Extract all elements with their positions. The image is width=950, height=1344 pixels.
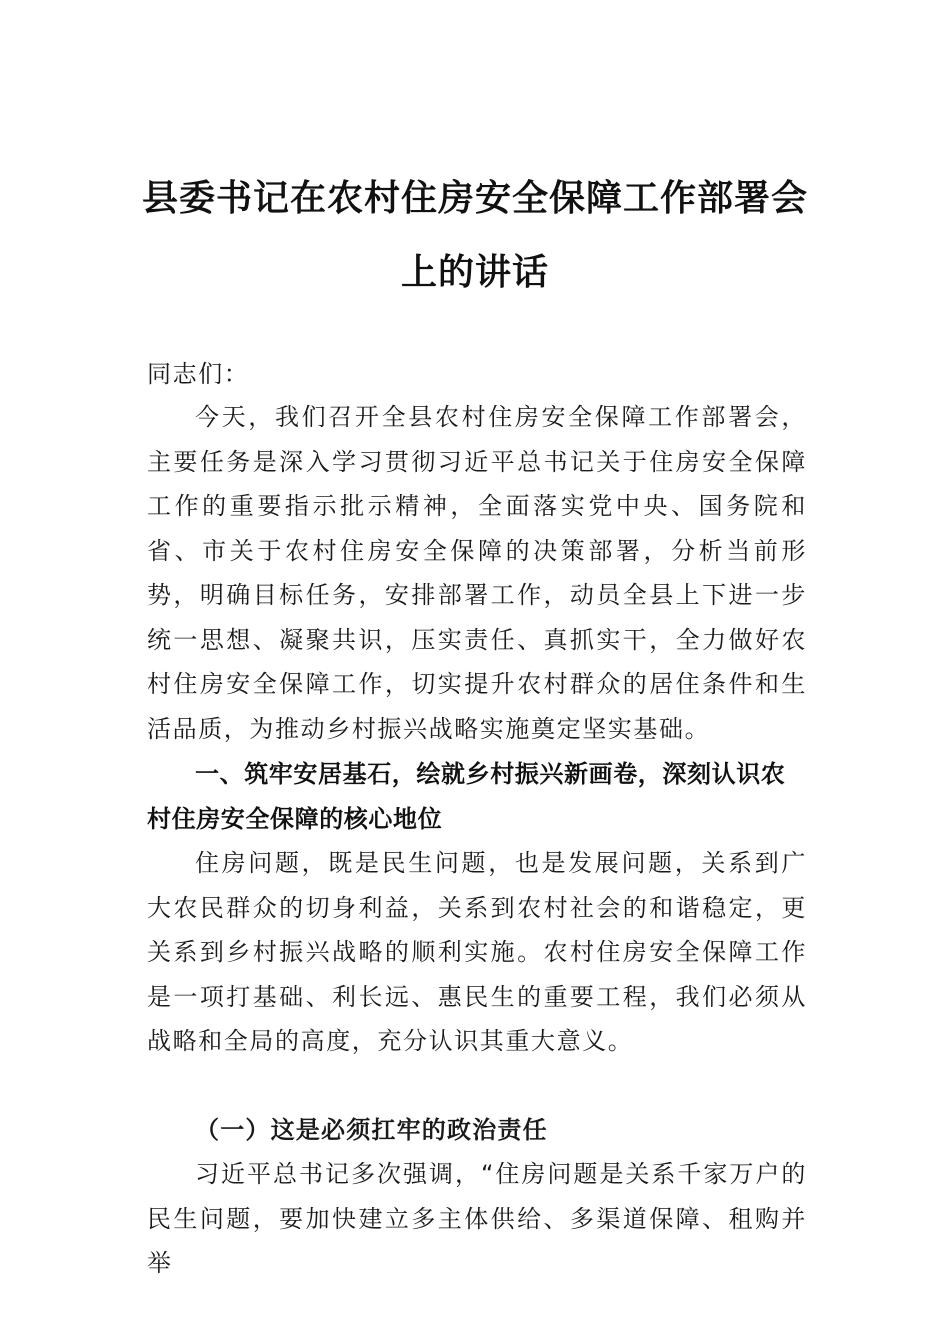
- subsection-heading-1: （一）这是必须扛牢的政治责任: [195, 1116, 548, 1144]
- paragraph-section-1: 住房问题，既是民生问题，也是发展问题，关系到广大农民群众的切身利益，关系到农村社会的和谐稳定，更关系到乡村振兴战略的顺利实施。农村住房安全保障工作是一项打基础、利长远、惠民生的重要工程，我们必须从战略和全局的高度，充分认识其重大意义。: [147, 849, 807, 1055]
- document-title-line-2: 上的讲话: [400, 251, 549, 293]
- paragraph-subsection-1: 习近平总书记多次强调，“住房问题是关系千家万户的民生问题，要加快建立多主体供给、多渠道保障、租购并举: [147, 1160, 807, 1277]
- salutation: 同志们：: [147, 360, 250, 388]
- document-title-line-1: 县委书记在农村住房安全保障工作部署会: [141, 177, 808, 219]
- section-heading-1: 一、筑牢安居基石，绘就乡村振兴新画卷，深刻认识农村住房安全保障的核心地位: [147, 760, 786, 833]
- paragraph-intro: 今天，我们召开全县农村住房安全保障工作部署会，主要任务是深入学习贯彻习近平总书记关于住房安全保障工作的重要指示批示精神，全面落实党中央、国务院和省、市关于农村住房安全保障的决策部署，分析当前形势，明确目标任务，安排部署工作，动员全县上下进一步统一思想、凝聚共识，压实责任、真抓实干，全力做好农村住房安全保障工作，切实提升农村群众的居住条件和生活品质，为推动乡村振兴战略实施奠定坚实基础。: [147, 403, 807, 743]
